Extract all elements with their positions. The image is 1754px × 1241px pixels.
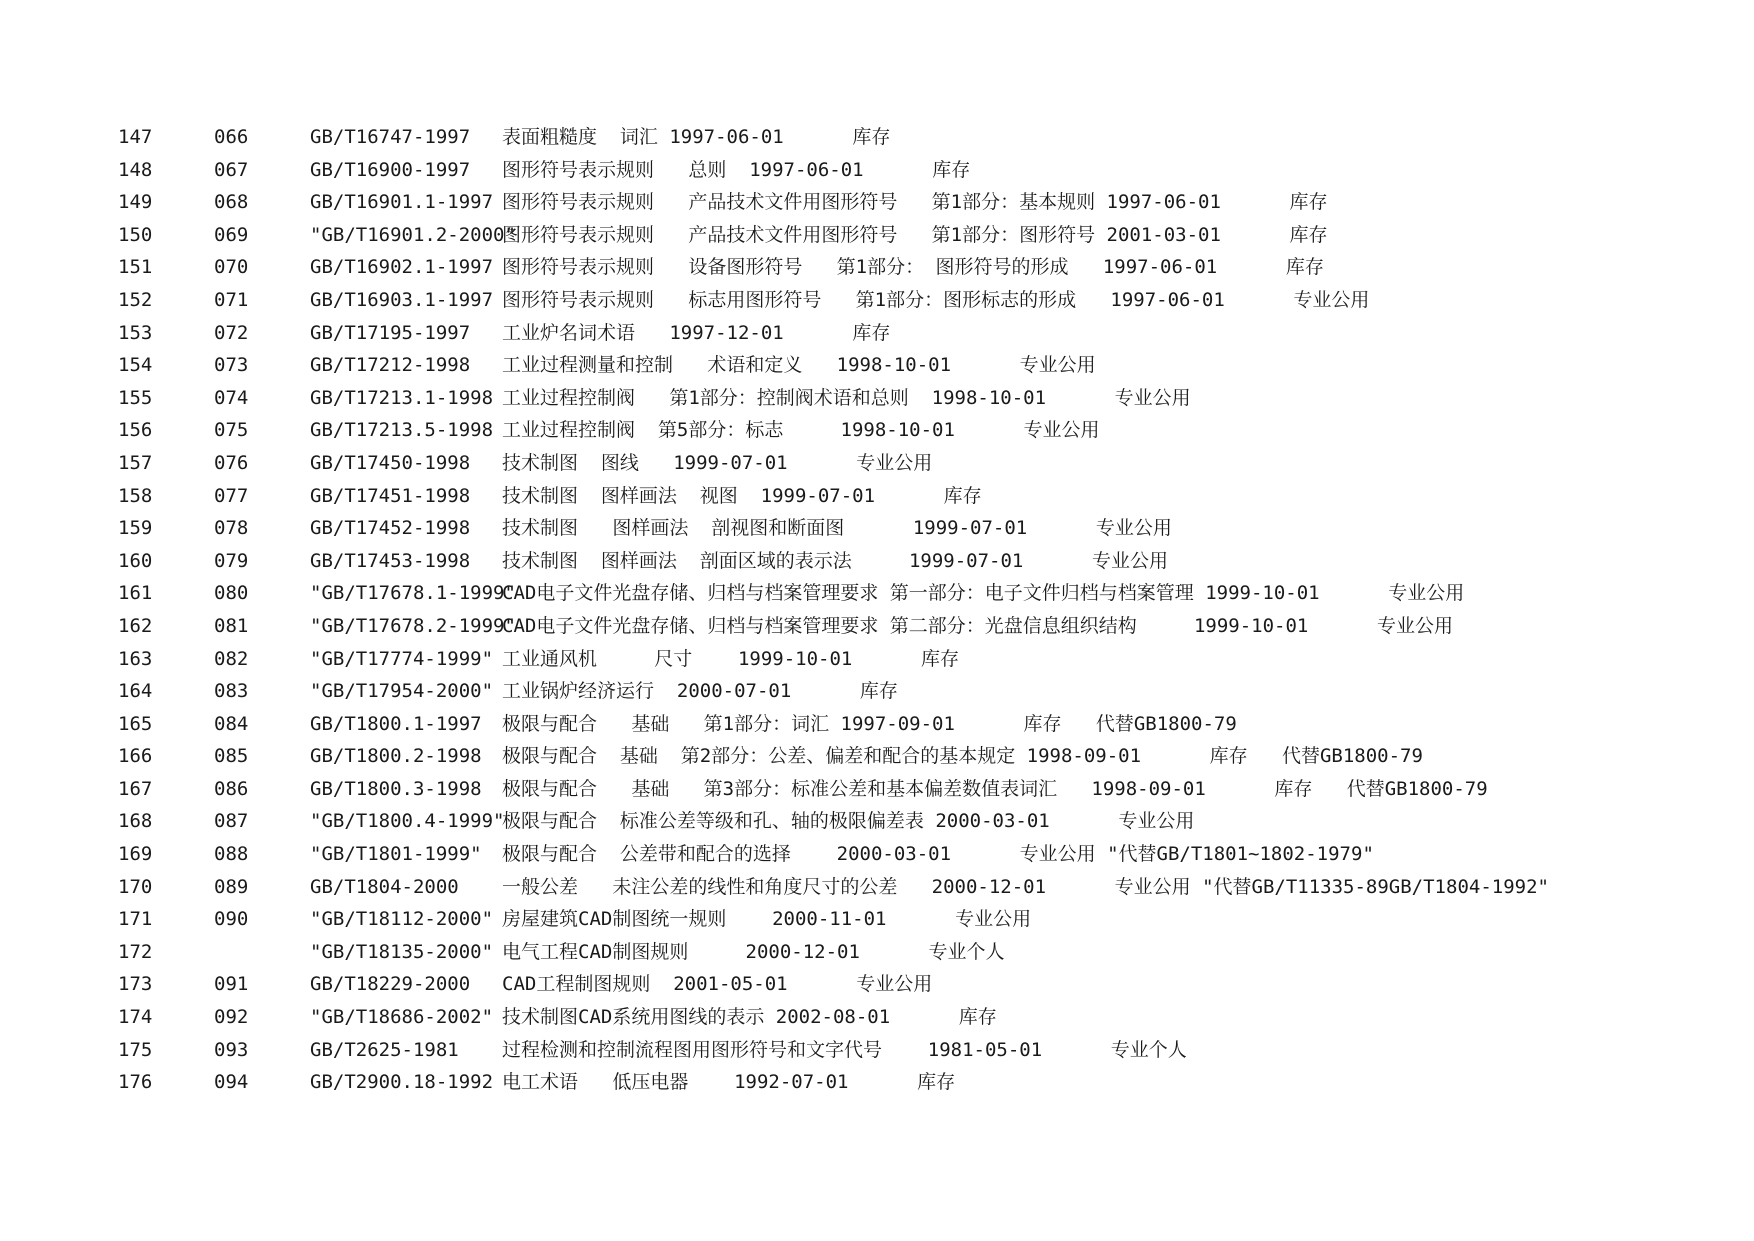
row-seq-number: 169 [118,843,153,866]
row-standard-code: "GB/T17774-1999" [310,647,494,670]
row-standard-code: GB/T16903.1-1997 [310,288,494,311]
row-standard-code: GB/T1804-2000 [310,875,459,898]
row-item-number: 079 [214,549,249,572]
list-item [118,805,1718,838]
row-standard-code: GB/T1800.1-1997 [310,712,482,735]
row-item-number: 089 [214,875,249,898]
row-description: 技术制图 图样画法 视图 1999-07-01 库存 [502,484,982,507]
row-description: CAD电子文件光盘存储、归档与档案管理要求 第一部分：电子文件归档与档案管理 1999-10-01 专业公用 [502,582,1465,605]
row-item-number: 071 [214,288,249,311]
row-seq-number: 171 [118,908,153,931]
row-description: 极限与配合 基础 第1部分：词汇 1997-09-01 库存 代替GB1800-79 [502,712,1237,735]
row-standard-code: GB/T17450-1998 [310,451,471,474]
row-seq-number: 166 [118,745,153,768]
list-item [118,382,1718,415]
row-description: 工业过程控制阀 第5部分：标志 1998-10-01 专业公用 [502,419,1100,442]
row-item-number: 078 [214,517,249,540]
row-seq-number: 173 [118,973,153,996]
row-standard-code: GB/T18229-2000 [310,973,471,996]
row-seq-number: 174 [118,1006,153,1029]
row-seq-number: 153 [118,321,153,344]
row-description: 技术制图 图样画法 剖视图和断面图 1999-07-01 专业公用 [502,517,1172,540]
row-seq-number: 160 [118,549,153,572]
row-seq-number: 161 [118,582,153,605]
list-item [118,251,1718,284]
row-description: 表面粗糙度 词汇 1997-06-01 库存 [502,126,891,148]
row-seq-number: 168 [118,810,153,833]
row-description: 极限与配合 基础 第2部分：公差、偏差和配合的基本规定 1998-09-01 库存 代替GB1800-79 [502,745,1423,768]
list-item [118,154,1718,187]
row-standard-code: GB/T17453-1998 [310,549,471,572]
row-description: 图形符号表示规则 设备图形符号 第1部分： 图形符号的形成 1997-06-01 库存 [502,256,1324,279]
row-item-number: 086 [214,777,249,800]
row-item-number: 092 [214,1006,249,1029]
row-item-number: 069 [214,223,249,246]
row-standard-code: GB/T2625-1981 [310,1038,459,1061]
row-item-number: 084 [214,712,249,735]
row-standard-code: GB/T1800.2-1998 [310,745,482,768]
row-standard-code: GB/T17213.5-1998 [310,419,494,442]
row-seq-number: 151 [118,256,153,279]
row-seq-number: 157 [118,451,153,474]
row-item-number: 085 [214,745,249,768]
list-item [118,414,1718,447]
row-standard-code: GB/T17212-1998 [310,354,471,377]
row-description: 图形符号表示规则 产品技术文件用图形符号 第1部分：基本规则 1997-06-01 库存 [502,191,1328,214]
list-item [118,512,1718,545]
row-item-number: 094 [214,1071,249,1094]
list-item [118,740,1718,773]
list-item [118,480,1718,513]
row-description: 一般公差 未注公差的线性和角度尺寸的公差 2000-12-01 专业公用 "代替GB/T11335-89GB/T1804-1992" [502,875,1549,898]
list-item [118,577,1718,610]
row-seq-number: 155 [118,386,153,409]
row-item-number: 076 [214,451,249,474]
row-seq-number: 156 [118,419,153,442]
standards-list [118,121,1718,1099]
row-item-number: 067 [214,158,249,181]
list-item [118,1001,1718,1034]
row-description: 过程检测和控制流程图用图形符号和文字代号 1981-05-01 专业个人 [502,1038,1187,1061]
row-standard-code: "GB/T17954-2000" [310,680,494,703]
row-standard-code: "GB/T17678.1-1999" [310,582,516,605]
row-item-number: 080 [214,582,249,605]
row-seq-number: 159 [118,517,153,540]
row-standard-code: "GB/T1801-1999" [310,843,482,866]
row-standard-code: "GB/T18135-2000" [310,940,494,963]
list-item [118,447,1718,480]
row-seq-number: 176 [118,1071,153,1094]
row-description: CAD电子文件光盘存储、归档与档案管理要求 第二部分：光盘信息组织结构 1999-10-01 专业公用 [502,614,1453,637]
list-item [118,121,1718,154]
list-item [118,317,1718,350]
row-seq-number: 147 [118,126,153,148]
row-item-number: 072 [214,321,249,344]
row-description: 图形符号表示规则 产品技术文件用图形符号 第1部分：图形符号 2001-03-01 库存 [502,223,1328,246]
row-standard-code: GB/T16747-1997 [310,126,471,148]
row-description: CAD工程制图规则 2001-05-01 专业公用 [502,973,933,996]
list-item [118,773,1718,806]
row-item-number: 073 [214,354,249,377]
row-item-number: 091 [214,973,249,996]
row-item-number: 090 [214,908,249,931]
row-seq-number: 175 [118,1038,153,1061]
row-seq-number: 152 [118,288,153,311]
row-item-number: 082 [214,647,249,670]
row-description: 极限与配合 基础 第3部分：标准公差和基本偏差数值表词汇 1998-09-01 库存 代替GB1800-79 [502,777,1488,800]
row-description: 工业锅炉经济运行 2000-07-01 库存 [502,680,898,703]
row-seq-number: 170 [118,875,153,898]
row-seq-number: 172 [118,940,153,963]
row-standard-code: GB/T17451-1998 [310,484,471,507]
row-seq-number: 164 [118,680,153,703]
row-description: 工业炉名词术语 1997-12-01 库存 [502,321,891,344]
row-seq-number: 162 [118,614,153,637]
row-description: 技术制图 图线 1999-07-01 专业公用 [502,451,933,474]
row-item-number: 093 [214,1038,249,1061]
list-item [118,610,1718,643]
row-item-number: 077 [214,484,249,507]
row-description: 电气工程CAD制图规则 2000-12-01 专业个人 [502,940,1005,963]
row-description: 电工术语 低压电器 1992-07-01 库存 [502,1071,956,1094]
row-seq-number: 163 [118,647,153,670]
row-item-number: 087 [214,810,249,833]
row-seq-number: 149 [118,191,153,214]
row-standard-code: GB/T1800.3-1998 [310,777,482,800]
row-item-number: 066 [214,126,249,148]
row-item-number: 088 [214,843,249,866]
list-item [118,643,1718,676]
row-item-number: 075 [214,419,249,442]
row-standard-code: GB/T16902.1-1997 [310,256,494,279]
row-description: 图形符号表示规则 总则 1997-06-01 库存 [502,158,971,181]
list-item [118,284,1718,317]
list-item [118,219,1718,252]
row-standard-code: GB/T16900-1997 [310,158,471,181]
row-standard-code: GB/T16901.1-1997 [310,191,494,214]
row-item-number: 083 [214,680,249,703]
list-item [118,1066,1718,1099]
row-standard-code: GB/T17452-1998 [310,517,471,540]
row-description: 工业过程测量和控制 术语和定义 1998-10-01 专业公用 [502,354,1096,377]
row-standard-code: "GB/T18686-2002" [310,1006,494,1029]
row-description: 工业过程控制阀 第1部分：控制阀术语和总则 1998-10-01 专业公用 [502,386,1191,409]
row-seq-number: 158 [118,484,153,507]
row-seq-number: 167 [118,777,153,800]
list-item [118,871,1718,904]
row-description: 房屋建筑CAD制图统一规则 2000-11-01 专业公用 [502,908,1032,931]
row-item-number: 081 [214,614,249,637]
row-seq-number: 165 [118,712,153,735]
row-standard-code: GB/T2900.18-1992 [310,1071,494,1094]
list-item [118,968,1718,1001]
row-standard-code: "GB/T16901.2-2000" [310,223,516,246]
row-description: 图形符号表示规则 标志用图形符号 第1部分：图形标志的形成 1997-06-01 专业公用 [502,288,1370,311]
row-standard-code: "GB/T1800.4-1999" [310,810,505,833]
list-item [118,708,1718,741]
row-seq-number: 150 [118,223,153,246]
list-item [118,349,1718,382]
row-description: 极限与配合 公差带和配合的选择 2000-03-01 专业公用 "代替GB/T1801~1802-1979" [502,843,1374,866]
row-description: 技术制图 图样画法 剖面区域的表示法 1999-07-01 专业公用 [502,549,1168,572]
list-item [118,186,1718,219]
row-description: 极限与配合 标准公差等级和孔、轴的极限偏差表 2000-03-01 专业公用 [502,810,1195,833]
list-item [118,545,1718,578]
list-item [118,838,1718,871]
row-standard-code: GB/T17213.1-1998 [310,386,494,409]
row-item-number: 070 [214,256,249,279]
row-standard-code: "GB/T17678.2-1999" [310,614,516,637]
row-seq-number: 148 [118,158,153,181]
row-seq-number: 154 [118,354,153,377]
list-item [118,675,1718,708]
list-item [118,903,1718,936]
row-item-number: 074 [214,386,249,409]
row-description: 技术制图CAD系统用图线的表示 2002-08-01 库存 [502,1006,997,1029]
list-item [118,936,1718,969]
row-standard-code: "GB/T18112-2000" [310,908,494,931]
list-item [118,1034,1718,1067]
row-item-number: 068 [214,191,249,214]
row-description: 工业通风机 尺寸 1999-10-01 库存 [502,647,959,670]
row-standard-code: GB/T17195-1997 [310,321,471,344]
